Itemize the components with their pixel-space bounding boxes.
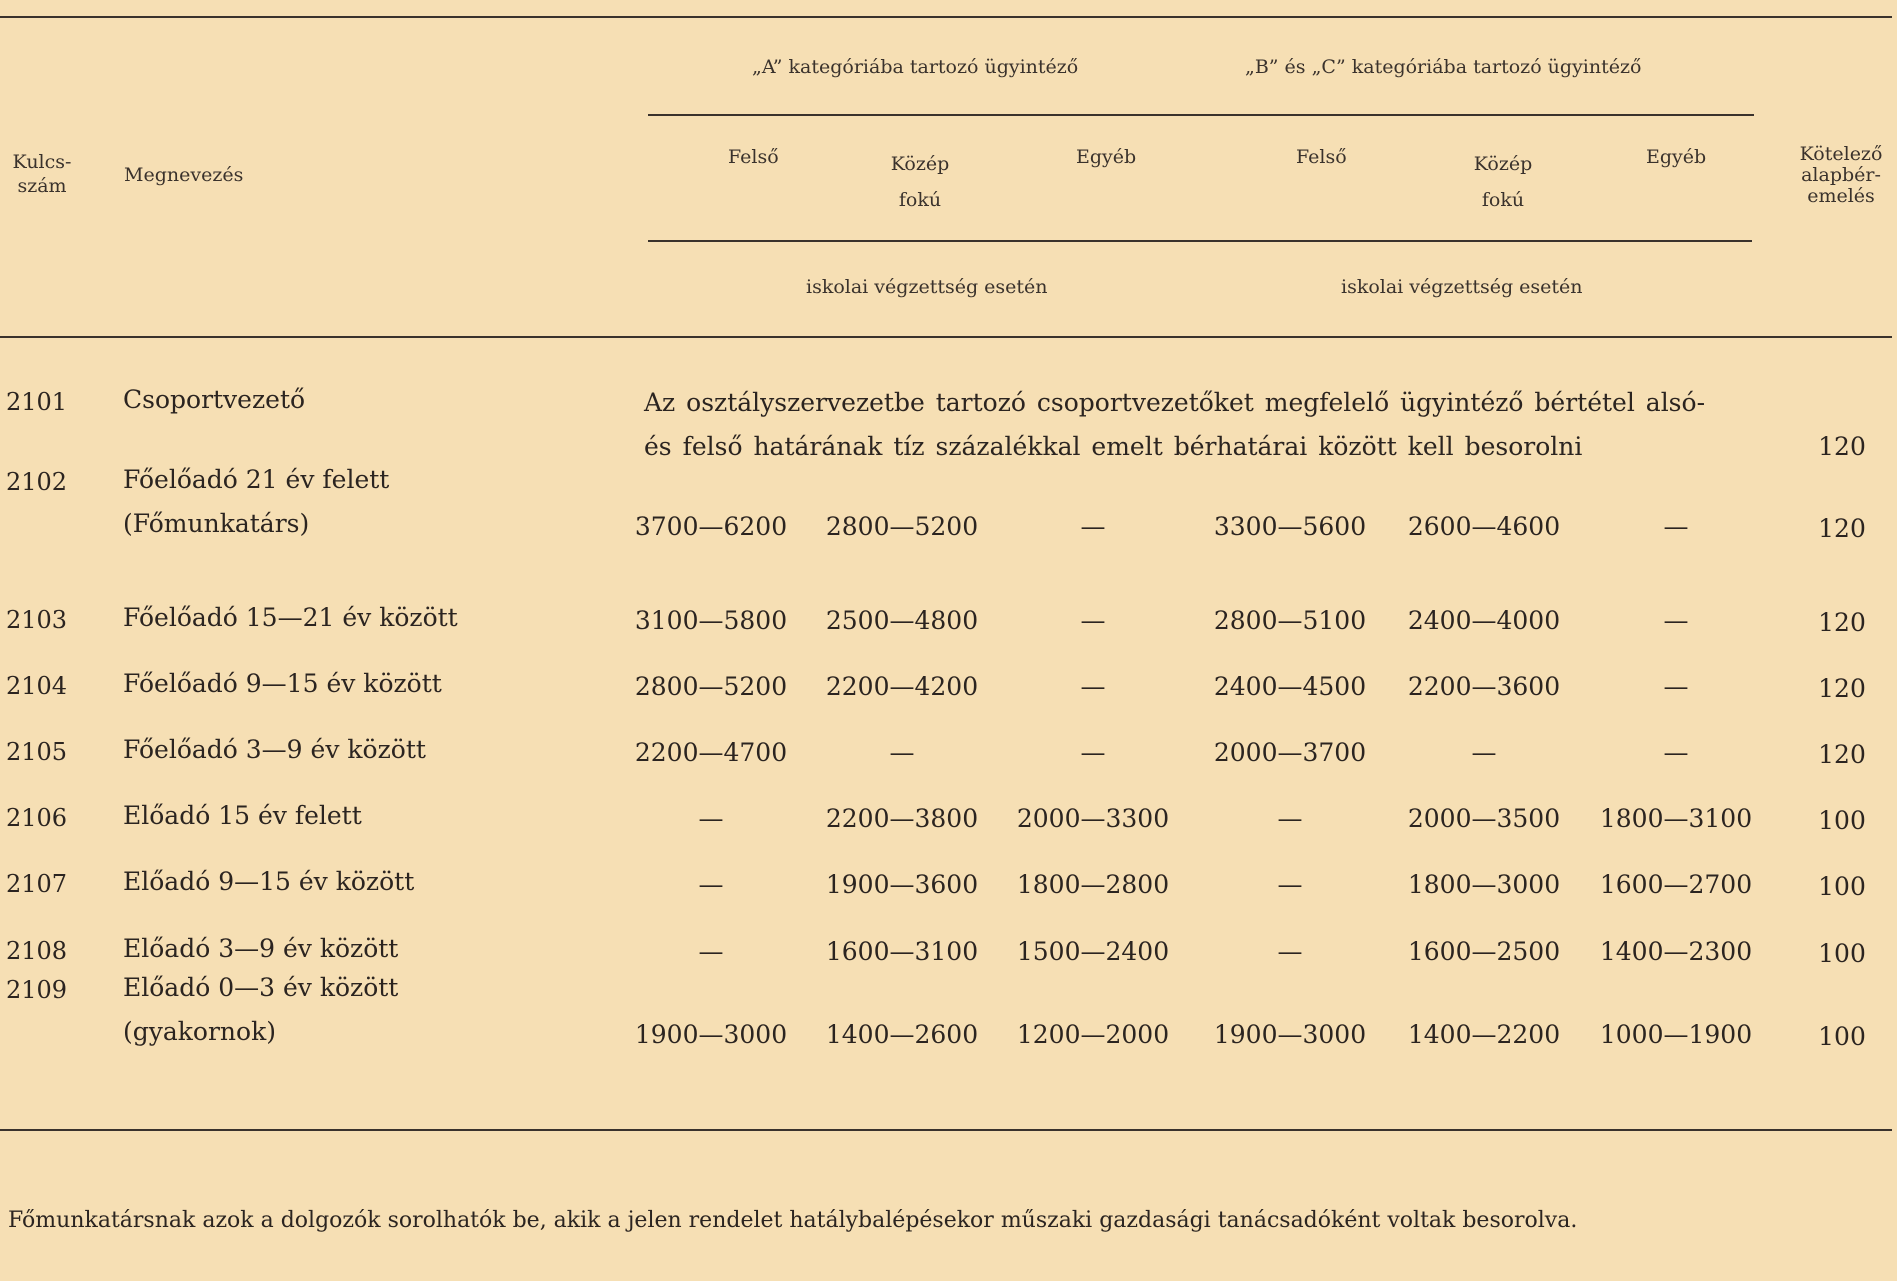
row-raise: 120 [1818,608,1866,637]
row-value: — [1277,804,1303,833]
row-value: 3700—6200 [634,512,788,541]
row-value: 1900—3000 [634,1020,788,1049]
row-name: Előadó 3—9 év között [123,934,399,963]
a-other-header: Egyéb [1076,146,1137,168]
bc-middle-header [1453,146,1553,218]
row-code: 2108 [6,937,68,965]
row-value: 1200—2000 [1016,1020,1170,1049]
bc-upper-header: Felső [1296,146,1347,168]
row-value: 2400—4500 [1213,672,1367,701]
footnote: Főmunkatársnak azok a dolgozók sorolhatók be, akik a jelen rendelet hatálybalépésekor műszaki gazdasági tanácsadóként voltak besorolva. [8,1208,1578,1233]
raise-header [1786,144,1896,207]
row-code: 2106 [6,804,68,832]
row-note: és felső határának tíz százalékkal emelt bérhatárai között kell besorolni [644,432,1583,461]
a-middle-header-line-1: Közép [890,153,950,175]
row-code: 2103 [6,606,68,634]
row-value: — [1277,870,1303,899]
row-value: 1900—3000 [1213,1020,1367,1049]
row-value: 2200—3600 [1407,672,1561,701]
row-value: 2000—3700 [1213,738,1367,767]
row-name: Főelőadó 9—15 év között [123,669,442,698]
row-value: — [889,738,915,767]
row-note: Az osztályszervezetbe tartozó csoportvezetőket megfelelő ügyintéző bértétel alsó- [644,388,1706,417]
row-value: 2200—4700 [634,738,788,767]
row-value: 1800—3000 [1407,870,1561,899]
table-bottom-rule [0,1129,1892,1131]
row-value: — [1663,672,1689,701]
group-bc-title: „B” és „C” kategóriába tartozó ügyintéző [1245,56,1642,78]
row-raise: 100 [1818,1022,1866,1051]
row-value: 2200—4200 [825,672,979,701]
code-header [0,150,84,198]
row-code: 2109 [6,976,68,1004]
row-name: Főelőadó 15—21 év között [123,603,458,632]
row-raise: 120 [1818,740,1866,769]
row-value: — [698,870,724,899]
row-value: — [1663,606,1689,635]
row-code: 2101 [6,388,68,416]
row-value: 2000—3300 [1016,804,1170,833]
schooling-bc-label: iskolai végzettség esetén [1341,276,1583,298]
row-value: 1600—2700 [1599,870,1753,899]
row-name: Főelőadó 21 év felett [123,465,390,494]
row-name: (gyakornok) [123,1017,276,1046]
row-raise: 120 [1818,514,1866,543]
row-value: 1400—2600 [825,1020,979,1049]
row-raise: 100 [1818,939,1866,968]
row-value: 1800—3100 [1599,804,1753,833]
bc-middle-header-line-1: Közép [1473,153,1533,175]
row-value: — [1080,606,1106,635]
row-value: 2400—4000 [1407,606,1561,635]
code-header-line-2: szám [17,175,67,197]
row-value: — [1080,512,1106,541]
row-value: 2000—3500 [1407,804,1561,833]
row-value: — [1663,738,1689,767]
row-value: 1800—2800 [1016,870,1170,899]
row-value: 1000—1900 [1599,1020,1753,1049]
raise-header-line-2: alapbér- [1801,164,1881,186]
row-name: Előadó 15 év felett [123,801,362,830]
row-code: 2104 [6,672,68,700]
row-name: (Főmunkatárs) [123,509,310,538]
row-code: 2102 [6,468,68,496]
row-value: 3100—5800 [634,606,788,635]
header-bottom-rule [0,336,1892,338]
row-value: — [698,937,724,966]
top-rule [0,16,1892,18]
row-name: Előadó 0—3 év között [123,973,399,1002]
row-value: 3300—5600 [1213,512,1367,541]
row-value: — [1277,937,1303,966]
code-header-line-1: Kulcs- [12,151,72,173]
name-header: Megnevezés [124,164,244,186]
row-name: Előadó 9—15 év között [123,867,415,896]
row-value: — [1471,738,1497,767]
row-value: 2600—4600 [1407,512,1561,541]
row-raise: 120 [1818,674,1866,703]
group-rule [648,114,1754,116]
row-value: 2200—3800 [825,804,979,833]
row-value: 2800—5200 [825,512,979,541]
row-value: — [1080,738,1106,767]
row-code: 2107 [6,870,68,898]
row-value: 1600—3100 [825,937,979,966]
row-value: — [698,804,724,833]
levels-rule [648,240,1752,242]
row-name: Főelőadó 3—9 év között [123,735,426,764]
raise-header-line-3: emelés [1807,185,1875,207]
a-upper-header: Felső [728,146,779,168]
row-value: 1400—2200 [1407,1020,1561,1049]
row-value: 2800—5100 [1213,606,1367,635]
row-raise: 100 [1818,806,1866,835]
raise-header-line-1: Kötelező [1799,143,1883,165]
row-value: — [1080,672,1106,701]
row-value: 1900—3600 [825,870,979,899]
row-name: Csoportvezető [123,385,306,414]
row-value: 1500—2400 [1016,937,1170,966]
bc-other-header: Egyéb [1646,146,1707,168]
a-middle-header-line-2: fokú [898,189,942,211]
row-code: 2105 [6,738,68,766]
row-value: 2500—4800 [825,606,979,635]
schooling-a-label: iskolai végzettség esetén [806,276,1048,298]
row-value: 2800—5200 [634,672,788,701]
group-a-title: „A” kategóriába tartozó ügyintéző [752,56,1079,78]
bc-middle-header-line-2: fokú [1481,189,1525,211]
row-raise: 120 [1818,432,1866,461]
row-value: 1400—2300 [1599,937,1753,966]
row-value: 1600—2500 [1407,937,1561,966]
a-middle-header [870,146,970,218]
row-raise: 100 [1818,872,1866,901]
row-value: — [1663,512,1689,541]
